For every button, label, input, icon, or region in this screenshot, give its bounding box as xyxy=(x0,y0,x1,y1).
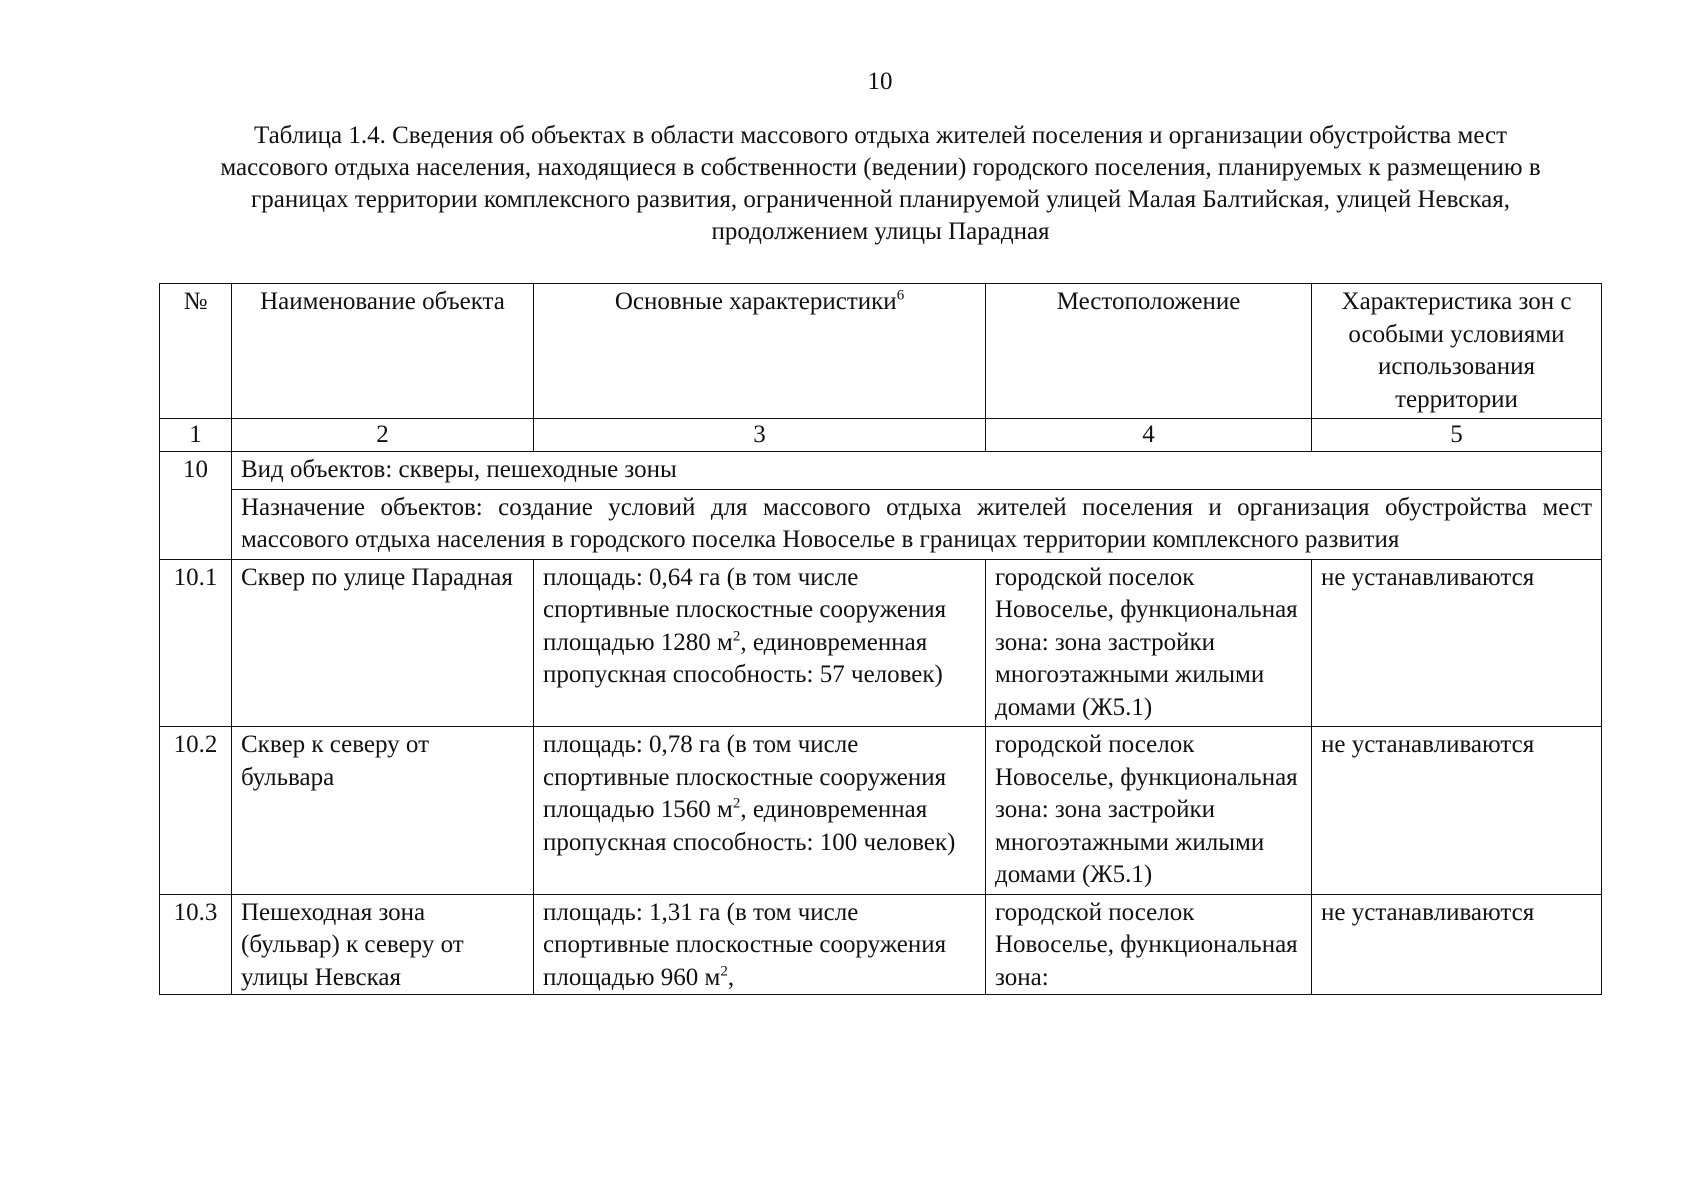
row-name: Сквер к северу от бульвара xyxy=(232,727,534,895)
row-name: Пешеходная зона (бульвар) к северу от улицы Невская xyxy=(232,894,534,995)
column-index: 1 xyxy=(160,419,232,452)
group-type: Вид объектов: скверы, пешеходные зоны xyxy=(232,452,1602,490)
column-index: 5 xyxy=(1312,419,1602,452)
row-num: 10.3 xyxy=(160,894,232,995)
row-zones: не устанавливаются xyxy=(1312,727,1602,895)
footnote-mark: 6 xyxy=(896,287,905,304)
row-location: городской поселок Новоселье, функциональная зона: зона застройки многоэтажными жилыми домами (Ж5.1) xyxy=(986,727,1312,895)
row-location: городской поселок Новоселье, функциональная зона: зона застройки многоэтажными жилыми домами (Ж5.1) xyxy=(986,559,1312,727)
row-zones: не устанавливаются xyxy=(1312,894,1602,995)
column-index: 4 xyxy=(986,419,1312,452)
group-type-row xyxy=(160,452,1602,490)
table-caption: Таблица 1.4. Сведения об объектах в области массового отдыха жителей поселения и организации обустройства мест массового отдыха населения, находящиеся в собственности (ведении) городского поселения, планируемых к размещению в границах территории комплексного развития, ограниченной планируемой улицей Малая Балтийская, улицей Невская, продолжением улицы Парадная xyxy=(220,122,1541,245)
char-text: , единовременная пропускная способность: 57 человек) xyxy=(543,628,943,688)
row-characteristics xyxy=(534,559,986,727)
char-sup: 2 xyxy=(732,628,741,645)
char-sup: 2 xyxy=(720,963,728,980)
row-characteristics xyxy=(534,727,986,895)
header-characteristics-text: Основные характеристики xyxy=(614,288,897,315)
char-text: площадь: 0,78 га (в том числе спортивные плоскостные сооружения площадью 1560 м xyxy=(543,731,947,823)
row-zones: не устанавливаются xyxy=(1312,559,1602,727)
row-name: Сквер по улице Парадная xyxy=(232,559,534,727)
char-text: площадь: 1,31 га (в том числе спортивные плоскостные сооружения площадью 960 м xyxy=(543,898,947,991)
group-purpose: Назначение объектов: создание условий для массового отдыха жителей поселения и организация обустройства мест массового отдыха населения в городского поселка Новоселье в границах территории комплексного развития xyxy=(232,489,1602,559)
objects-table xyxy=(159,283,1602,995)
char-text: , xyxy=(727,963,735,991)
header-name: Наименование объекта xyxy=(232,284,534,419)
column-index: 2 xyxy=(232,419,534,452)
header-num: № xyxy=(160,284,232,419)
row-location: городской поселок Новоселье, функциональная зона: xyxy=(986,894,1312,995)
header-location: Местоположение xyxy=(986,284,1312,419)
row-characteristics xyxy=(534,894,986,995)
header-row xyxy=(160,284,1602,419)
row-num: 10.1 xyxy=(160,559,232,727)
header-characteristics xyxy=(534,284,986,419)
table-row xyxy=(160,894,1602,995)
column-index-row xyxy=(160,419,1602,452)
group-num: 10 xyxy=(160,452,232,560)
char-sup: 2 xyxy=(732,795,741,812)
header-zones: Характеристика зон с особыми условиями использования территории xyxy=(1312,284,1602,419)
group-purpose-row xyxy=(160,489,1602,559)
column-index: 3 xyxy=(534,419,986,452)
table-row xyxy=(160,559,1602,727)
page-number: 10 xyxy=(867,68,893,95)
row-num: 10.2 xyxy=(160,727,232,895)
char-text: , единовременная пропускная способность: 100 человек) xyxy=(543,796,956,856)
char-text: площадь: 0,64 га (в том числе спортивные плоскостные сооружения площадью 1280 м xyxy=(543,563,947,656)
table-row xyxy=(160,727,1602,895)
